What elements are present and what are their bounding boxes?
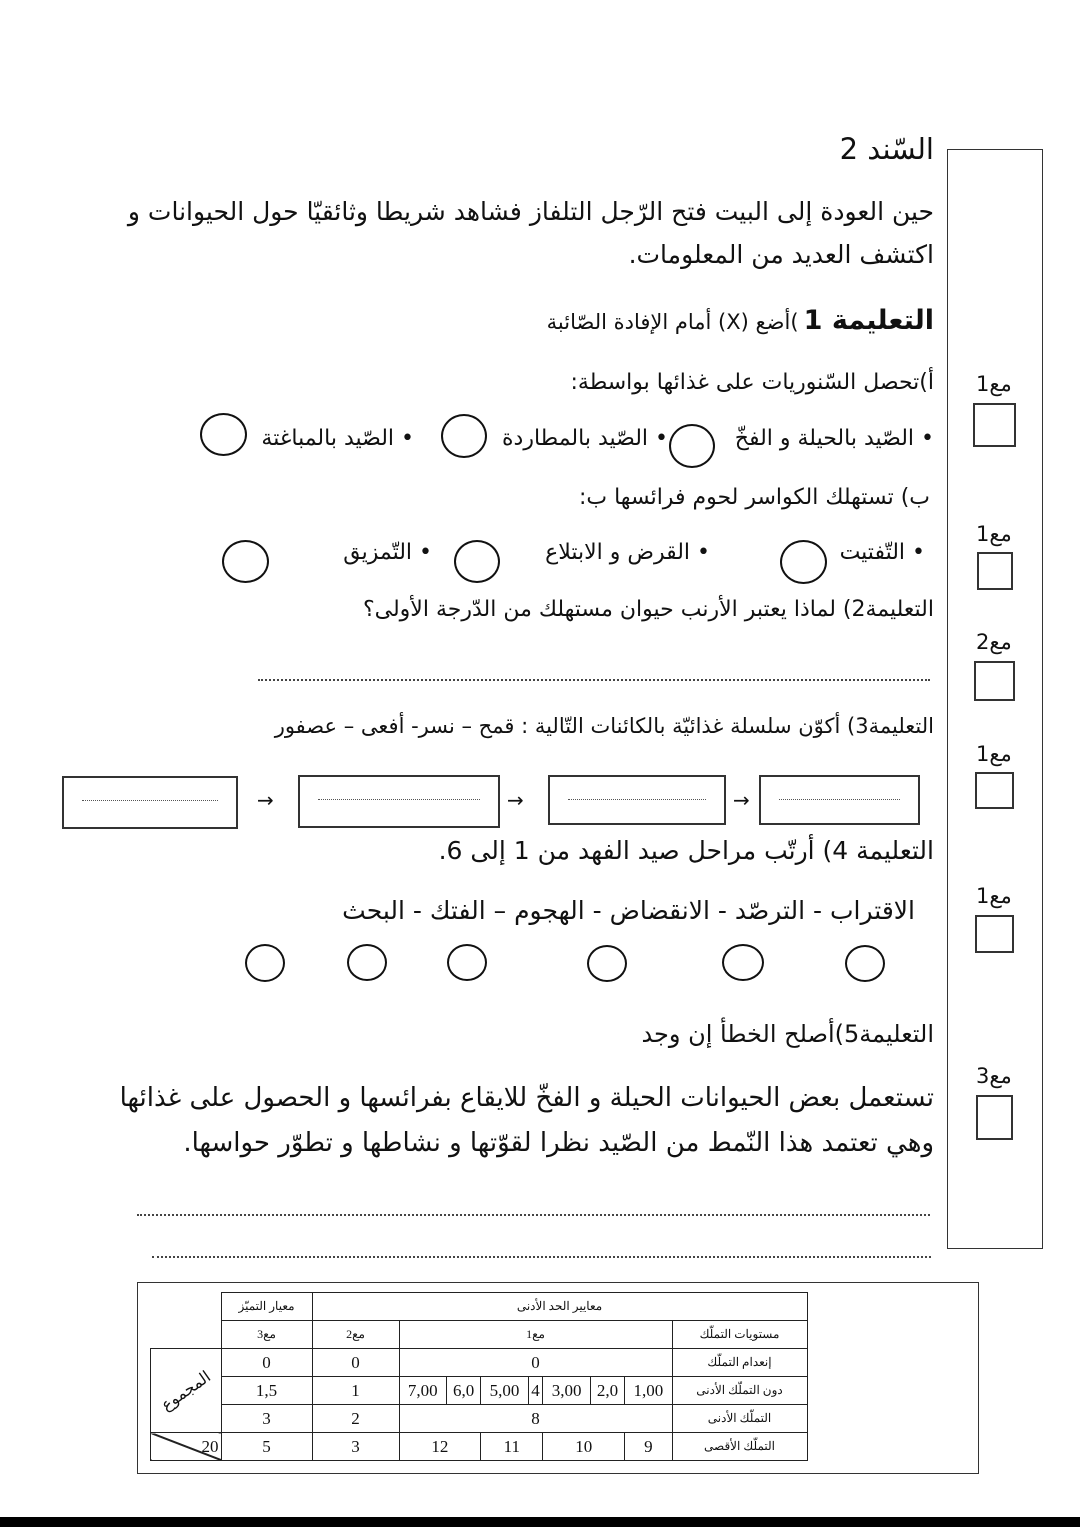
q1a-option-1: • الصّيد بالحيلة و الفخّ <box>734 426 934 451</box>
criterion-m1: مع1 <box>399 1321 672 1349</box>
q4-stages: الاقتراب - الترصّد - الانقضاض - الهجوم – الفتك - البحث <box>342 896 915 925</box>
score-box-q1b[interactable] <box>977 552 1013 590</box>
cell-m1: 9 <box>625 1433 672 1461</box>
criterion-m3: مع3 <box>221 1321 312 1349</box>
score-label-q5: مع3 <box>976 1064 1012 1088</box>
q1b-option-2-circle[interactable] <box>454 540 500 583</box>
food-chain-box-2[interactable] <box>548 775 726 825</box>
q1-text: )أضع (X) أمام الإفادة الصّائبة <box>546 310 799 334</box>
score-box-q2[interactable] <box>974 661 1015 701</box>
q1b-option-3: • التّمزيق <box>343 540 432 565</box>
score-label-q3: مع1 <box>976 742 1012 766</box>
q4-stage-circle-2[interactable] <box>722 944 764 981</box>
q1a-prompt: أ)تحصل السّنوريات على غذائها بواسطة: <box>570 370 934 395</box>
q1a-option-3: • الصّيد بالمباغتة <box>261 426 414 451</box>
q5-statement-line-1: تستعمل بعض الحيوانات الحيلة و الفخّ للايقاع بفرائسها و الحصول على غذائها <box>119 1083 934 1113</box>
score-box-q4[interactable] <box>975 915 1014 953</box>
q1a-option-2: • الصّيد بالمطاردة <box>502 426 668 451</box>
table-row <box>151 1405 968 1433</box>
header-excellence: معيار التميّز <box>221 1293 312 1321</box>
grading-table <box>150 1292 968 1461</box>
cell-m1: 6,0 <box>446 1377 480 1405</box>
food-chain-box-1[interactable] <box>759 775 920 825</box>
score-label-q1b: مع1 <box>976 522 1012 546</box>
cell-m1: 5,00 <box>481 1377 528 1405</box>
cell-m1: 8 <box>399 1405 672 1433</box>
cell-m3: 5 <box>221 1433 312 1461</box>
total-value: 20 <box>151 1433 222 1461</box>
q4-stage-circle-6[interactable] <box>245 944 285 982</box>
cell-m1: 1,00 <box>625 1377 672 1405</box>
q4-stage-circle-4[interactable] <box>447 944 487 981</box>
q1a-option-2-circle[interactable] <box>441 414 487 458</box>
cell-m1: 12 <box>399 1433 481 1461</box>
criterion-m2: مع2 <box>312 1321 399 1349</box>
cell-m1: 2,0 <box>590 1377 624 1405</box>
score-box-q5[interactable] <box>976 1095 1013 1140</box>
intro-line-1: حين العودة إلى البيت فتح الرّجل التلفاز فشاهد شريطا وثائقيّا حول الحيوانات و <box>127 197 934 226</box>
cell-m1: 4 <box>528 1377 543 1405</box>
q4-instruction: التعليمة 4) أرتّب مراحل صيد الفهد من 1 إلى 6. <box>438 836 934 865</box>
score-box-q1a[interactable] <box>973 403 1016 447</box>
q3-instruction: التعليمة3) أكوّن سلسلة غذائيّة بالكائنات التّالية : قمح – نسر- أفعى – عصفور <box>274 714 934 738</box>
cell-m2: 2 <box>312 1405 399 1433</box>
q1b-option-2: • القرض و الابتلاع <box>545 540 710 565</box>
q5-answer-line-2[interactable] <box>152 1256 931 1258</box>
q5-statement-line-2: وهي تعتمد هذا النّمط من الصّيد نظرا لقوّتها و نشاطها و تطوّر حواسها. <box>183 1128 934 1158</box>
q2-instruction: التعليمة2) لماذا يعتبر الأرنب حيوان مستهلك من الدّرجة الأولى؟ <box>362 597 934 622</box>
score-label-q1a: مع1 <box>976 372 1012 396</box>
cell-m1: 0 <box>399 1349 672 1377</box>
cell-m3: 1,5 <box>221 1377 312 1405</box>
cell-m1: 3,00 <box>543 1377 590 1405</box>
q5-instruction: التعليمة5)أصلح الخطأ إن وجد <box>641 1020 934 1048</box>
arrow-right-icon: → <box>507 788 524 812</box>
section-title: السّند 2 <box>839 132 934 166</box>
food-chain-box-4[interactable] <box>62 776 238 829</box>
q4-stage-circle-5[interactable] <box>347 944 387 981</box>
cell-m1: 7,00 <box>399 1377 446 1405</box>
cell-m2: 1 <box>312 1377 399 1405</box>
total-label: المجموع <box>158 1367 214 1414</box>
food-chain-box-3[interactable] <box>298 775 500 828</box>
cell-m2: 3 <box>312 1433 399 1461</box>
row-label: التملّك الأدنى <box>672 1405 807 1433</box>
intro-line-2: اكتشف العديد من المعلومات. <box>628 240 934 269</box>
q4-stage-circle-3[interactable] <box>587 945 627 982</box>
total-cell <box>151 1349 222 1433</box>
q1a-option-1-circle[interactable] <box>669 424 715 468</box>
cell-m3: 3 <box>221 1405 312 1433</box>
levels-label: مستويات التملّك <box>672 1321 807 1349</box>
q5-answer-line-1[interactable] <box>137 1214 930 1216</box>
cell-m1: 11 <box>481 1433 543 1461</box>
arrow-right-icon: → <box>257 788 274 812</box>
q1b-prompt: ب) تستهلك الكواسر لحوم فرائسها ب: <box>578 485 930 510</box>
cell-m3: 0 <box>221 1349 312 1377</box>
score-label-q2: مع2 <box>976 630 1012 654</box>
table-row <box>151 1349 968 1377</box>
arrow-right-icon: → <box>733 788 750 812</box>
header-minimum: معايير الحد الأدنى <box>312 1293 807 1321</box>
score-box-q3[interactable] <box>975 772 1014 809</box>
bottom-border <box>0 1517 1080 1527</box>
row-label: إنعدام التملّك <box>672 1349 807 1377</box>
q1a-option-3-circle[interactable] <box>200 413 247 456</box>
row-label: دون التملّك الأدنى <box>672 1377 807 1405</box>
row-label: التملّك الأقصى <box>672 1433 807 1461</box>
score-label-q4: مع1 <box>976 884 1012 908</box>
q1-instruction <box>547 305 934 336</box>
table-row <box>151 1433 968 1461</box>
q1b-option-1-circle[interactable] <box>780 540 827 584</box>
q4-stage-circle-1[interactable] <box>845 945 885 982</box>
table-row <box>151 1377 968 1405</box>
q1b-option-3-circle[interactable] <box>222 540 269 583</box>
q1b-option-1: • التّفتيت <box>839 540 925 565</box>
q2-answer-line[interactable] <box>258 679 930 681</box>
cell-m2: 0 <box>312 1349 399 1377</box>
cell-m1: 10 <box>543 1433 625 1461</box>
q1-heading: التعليمة 1 <box>803 305 934 336</box>
